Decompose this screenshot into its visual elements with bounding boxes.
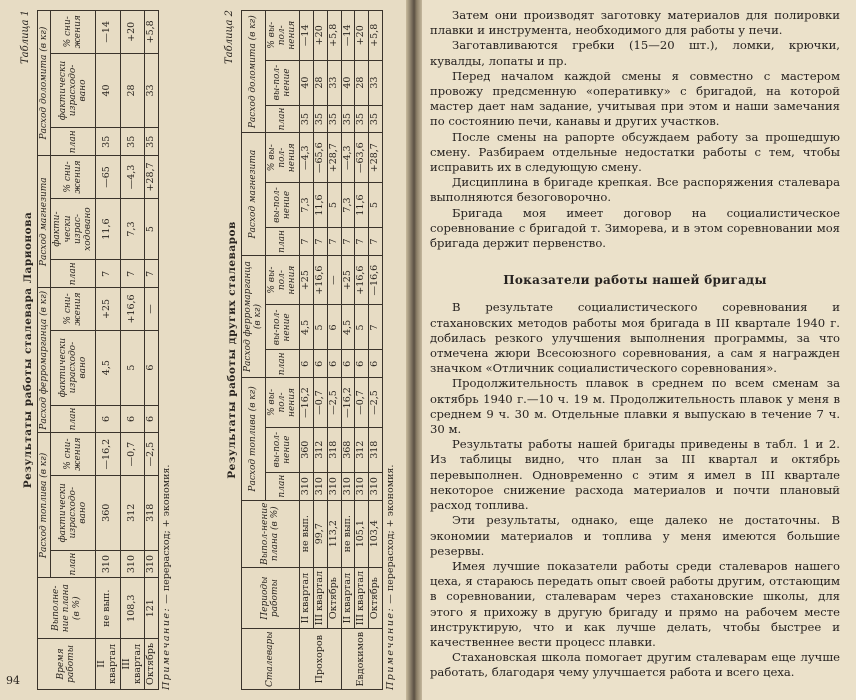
cell-fer-fact: 5: [120, 330, 145, 405]
cell-plan-pct: 99,7: [313, 500, 327, 567]
note-label: Примечание:: [161, 606, 173, 690]
cell-fuel-plan: 310: [369, 472, 383, 500]
paragraphs-bottom: [430, 300, 840, 680]
cell-fer-fact: 4,5: [341, 305, 355, 350]
col-dolo: Расход доломита (в кг): [38, 11, 51, 156]
cell-dol-plan: 35: [341, 105, 355, 133]
cell-dol-fact: 33: [145, 53, 159, 128]
cell-fer-plan: 6: [313, 350, 327, 378]
cell-fuel-plan: 310: [327, 472, 341, 500]
cell-dol-fact: 33: [369, 60, 383, 105]
cell-period: II квартал: [95, 638, 120, 689]
col-time: Время работы: [38, 638, 96, 689]
sub-fact: вы-пол-нение: [265, 427, 299, 472]
cell-dol-fact: 28: [313, 60, 327, 105]
cell-plan-pct: 103,4: [369, 500, 383, 567]
cell-fer-pct: +25: [341, 255, 355, 305]
col-magn: Расход магнезита: [38, 156, 51, 288]
paragraph: Стахановская школа помогает другим сталеварам еще лучше работать, благодаря чему улучшается работа и всего цеха.: [430, 650, 840, 680]
sub-fact: фактически израсходо-вано: [51, 53, 95, 128]
col-magn: Расход магнезита: [242, 133, 266, 255]
paragraph: Продолжительность плавок в среднем по всем сменам за октябрь 1940 г.—10 ч. 19 м. Продолжительность плавок у меня в среднем 9 ч. 30 м. Отдельные плавки я выпускаю в течение 7 ч. 30 м.: [430, 376, 840, 437]
cell-dol-plan: 35: [327, 105, 341, 133]
col-plan-pct: Выполне-ние плана (в %): [38, 578, 96, 638]
sub-plan: план: [51, 550, 95, 578]
cell-dol-plan: 35: [299, 105, 313, 133]
col-ferro: Расход ферромарганца (в кг): [242, 255, 266, 377]
sub-fact: вы-пол-нение: [265, 182, 299, 227]
cell-period: II квартал: [341, 567, 355, 629]
cell-mag-plan: 7: [369, 228, 383, 256]
cell-plan-pct: не вып.: [341, 500, 355, 567]
cell-mag-fact: 11,6: [313, 182, 327, 227]
cell-period: III квартал: [313, 567, 327, 629]
col-fuel: Расход топлива (в кг): [38, 433, 51, 578]
table-2: [241, 10, 383, 690]
table-row: [327, 11, 341, 690]
cell-fuel-pct: —2,5: [369, 378, 383, 427]
table-2-block: [212, 10, 397, 690]
cell-fuel-plan: 310: [313, 472, 327, 500]
cell-fer-plan: 6: [95, 405, 120, 433]
sub-fact: фактически израсходо-вано: [51, 475, 95, 550]
sub-fact: вы-пол-нение: [265, 60, 299, 105]
body-text: [430, 8, 840, 700]
table-1-note: [162, 10, 173, 690]
paragraph: Имея лучшие показатели работы среди сталеваров нашего цеха, я стараюсь передать опыт своей работы другим, отстающим в соревновании, сталеварам через стахановские школы, для этого я прихожу в другую бригаду и прямо на рабочем месте инструктирую, что и как лучше делать, чтобы быстрее и качественнее вести процесс плавки.: [430, 558, 840, 649]
table-2-title: Результаты работы других сталеваров: [226, 221, 238, 479]
cell-period: III квартал: [120, 638, 145, 689]
col-steelmaker: Сталевары: [242, 629, 300, 690]
cell-fuel-fact: 368: [341, 427, 355, 472]
cell-mag-plan: 7: [120, 260, 145, 288]
cell-fer-fact: 4,5: [95, 330, 120, 405]
cell-period: III квартал: [355, 567, 369, 629]
col-ferro: Расход ферромарганца (в кг): [38, 288, 51, 433]
paragraph: В результате социалистического соревнования и стахановских методов работы моя бригада в III квартале 1940 г. добилась резкого улучшения выполнения программы, за что отмечена жюри Всесоюзного соревнования, а сам я награжден значком «Отличник социалистического соревнования».: [430, 300, 840, 376]
cell-dol-fact: 40: [341, 60, 355, 105]
table-1-title: Результаты работы сталевара Ларионова: [22, 211, 34, 489]
paragraph: Эти результаты, однако, еще далеко не достаточны. В экономии материалов и топлива у меня имеются большие резервы.: [430, 513, 840, 558]
cell-fuel-plan: 310: [120, 550, 145, 578]
cell-mag-fact: 7,3: [120, 198, 145, 260]
cell-fuel-pct: —0,7: [313, 378, 327, 427]
cell-fer-fact: 4,5: [299, 305, 313, 350]
cell-fuel-plan: 310: [145, 550, 159, 578]
cell-dol-fact: 28: [120, 53, 145, 128]
cell-mag-pct: —65: [95, 156, 120, 199]
cell-mag-fact: 11,6: [95, 198, 120, 260]
sub-pct: % вы-пол-нения: [265, 378, 299, 427]
cell-fer-pct: —: [327, 255, 341, 305]
cell-dol-pct: +20: [120, 11, 145, 54]
cell-dol-plan: 35: [145, 128, 159, 156]
cell-fer-fact: 6: [145, 330, 159, 405]
cell-fuel-plan: 310: [341, 472, 355, 500]
table-row: [120, 11, 145, 690]
sub-plan: план: [51, 128, 95, 156]
cell-fer-fact: 7: [369, 305, 383, 350]
cell-dol-pct: —14: [299, 11, 313, 61]
cell-dol-pct: +5,8: [145, 11, 159, 54]
cell-fer-plan: 6: [299, 350, 313, 378]
cell-fuel-plan: 310: [299, 472, 313, 500]
cell-mag-pct: +28,7: [145, 156, 159, 199]
cell-plan-pct: 105,1: [355, 500, 369, 567]
note-text: — перерасход; + экономия.: [161, 464, 173, 604]
sub-fact: фактически израсходо-вано: [51, 330, 95, 405]
cell-fuel-fact: 318: [145, 475, 159, 550]
sub-plan: план: [265, 228, 299, 256]
cell-fer-fact: 5: [355, 305, 369, 350]
cell-mag-fact: 11,6: [355, 182, 369, 227]
cell-dol-pct: +20: [355, 11, 369, 61]
cell-dol-plan: 35: [120, 128, 145, 156]
cell-fer-fact: 6: [327, 305, 341, 350]
cell-fer-plan: 6: [145, 405, 159, 433]
cell-mag-pct: —4,3: [341, 133, 355, 183]
table-1-body: [95, 11, 159, 690]
col-fuel: Расход топлива (в кг): [242, 378, 266, 500]
cell-fer-pct: +16,6: [355, 255, 369, 305]
cell-fuel-fact: 360: [95, 475, 120, 550]
page-number: 94: [6, 674, 20, 687]
sub-fact: вы-пол-нение: [265, 305, 299, 350]
cell-dol-pct: —14: [95, 11, 120, 54]
table-row: [145, 11, 159, 690]
paragraph: Перед началом каждой смены я совместно с мастером провожу предсменную «оперативку» с бригадой, на которой мастер дает нам задание, учитывая при этом и наши замечания по состоянию печи, канавы и других участков.: [430, 68, 840, 129]
cell-mag-fact: 5: [327, 182, 341, 227]
cell-fuel-plan: 310: [95, 550, 120, 578]
right-page: [422, 0, 856, 700]
col-periods: Периоды работы: [242, 567, 300, 629]
table-row: [341, 11, 355, 690]
cell-mag-pct: —4,3: [299, 133, 313, 183]
section-heading: Показатели работы нашей бригады: [503, 273, 767, 288]
cell-fuel-pct: —0,7: [355, 378, 369, 427]
cell-fer-plan: 6: [369, 350, 383, 378]
cell-dol-pct: +5,8: [369, 11, 383, 61]
cell-fuel-pct: —16,2: [299, 378, 313, 427]
cell-fuel-pct: —2,5: [327, 378, 341, 427]
table-2-label: Таблица 2: [224, 10, 235, 65]
cell-fer-pct: +25: [95, 288, 120, 331]
sub-pct: % вы-пол-нения: [265, 255, 299, 305]
col-dolo: Расход доломита (в кг): [242, 11, 266, 133]
sub-pct: % сни-жения: [51, 11, 95, 54]
cell-fuel-plan: 310: [355, 472, 369, 500]
table-2-body: [299, 11, 383, 690]
cell-fer-pct: +16,6: [120, 288, 145, 331]
sub-pct: % вы-пол-нения: [265, 133, 299, 183]
paragraph: Бригада моя имеет договор на социалистическое соревнование с бригадой т. Зиморева, и в этом соревновании моя бригада держит первенство.: [430, 205, 840, 251]
table-row: [313, 11, 327, 690]
sub-plan: план: [51, 260, 95, 288]
table-row: [369, 11, 383, 690]
cell-fuel-fact: 318: [369, 427, 383, 472]
cell-fer-pct: —: [145, 288, 159, 331]
cell-fuel-fact: 318: [327, 427, 341, 472]
cell-fuel-fact: 312: [120, 475, 145, 550]
paragraphs-top: [430, 8, 840, 251]
cell-fuel-pct: —16,2: [95, 433, 120, 476]
cell-fer-plan: 6: [120, 405, 145, 433]
cell-fer-pct: —16,6: [369, 255, 383, 305]
cell-dol-fact: 40: [95, 53, 120, 128]
cell-fuel-fact: 312: [313, 427, 327, 472]
cell-period: II квартал: [299, 567, 313, 629]
cell-plan-pct: не вып.: [299, 500, 313, 567]
cell-mag-pct: —63,6: [355, 133, 369, 183]
cell-period: Октябрь: [327, 567, 341, 629]
cell-mag-fact: 7,3: [341, 182, 355, 227]
cell-steelmaker: Евдокимов: [341, 629, 383, 690]
sub-plan: план: [265, 472, 299, 500]
paragraph: После смены на рапорте обсуждаем работу за прошедшую смену. Разбираем отдельные недостатки работы с тем, чтобы исправить их в следующую смену.: [430, 129, 840, 175]
cell-dol-plan: 35: [313, 105, 327, 133]
cell-fuel-pct: —16,2: [341, 378, 355, 427]
table-1-label: Таблица 1: [20, 10, 31, 65]
cell-fuel-fact: 360: [299, 427, 313, 472]
cell-plan-pct: 108,3: [120, 578, 145, 638]
cell-mag-pct: +28,7: [327, 133, 341, 183]
cell-mag-fact: 5: [369, 182, 383, 227]
sub-pct: % сни-жения: [51, 288, 95, 331]
cell-mag-plan: 7: [327, 228, 341, 256]
cell-period: Октябрь: [369, 567, 383, 629]
cell-mag-plan: 7: [313, 228, 327, 256]
cell-mag-plan: 7: [299, 228, 313, 256]
cell-period: Октябрь: [145, 638, 159, 689]
cell-dol-pct: +20: [313, 11, 327, 61]
cell-plan-pct: не вып.: [95, 578, 120, 638]
paragraph: Заготавливаются гребки (15—20 шт.), ломки, крючки, кувалды, лопаты и пр.: [430, 38, 840, 68]
cell-mag-fact: 7,3: [299, 182, 313, 227]
cell-mag-pct: —4,3: [120, 156, 145, 199]
cell-dol-pct: —14: [341, 11, 355, 61]
cell-plan-pct: 121: [145, 578, 159, 638]
cell-fuel-pct: —0,7: [120, 433, 145, 476]
cell-dol-fact: 40: [299, 60, 313, 105]
cell-steelmaker: Прохоров: [299, 629, 341, 690]
col-plan-pct: Выпол-нение плана (в %): [242, 500, 300, 567]
table-1-block: [8, 10, 173, 690]
cell-dol-plan: 35: [355, 105, 369, 133]
left-page: [0, 0, 408, 700]
cell-dol-pct: +5,8: [327, 11, 341, 61]
cell-fer-plan: 6: [327, 350, 341, 378]
cell-fer-pct: +16,6: [313, 255, 327, 305]
cell-dol-plan: 35: [95, 128, 120, 156]
cell-fer-pct: +25: [299, 255, 313, 305]
table-row: [299, 11, 313, 690]
table-1: [37, 10, 159, 690]
cell-mag-pct: —65,6: [313, 133, 327, 183]
sub-plan: план: [51, 405, 95, 433]
paragraph: Результаты работы нашей бригады приведены в табл. 1 и 2. Из таблицы видно, что план за III квартал и октябрь перевыполнен. Одновременно с этим я имел в III квартале некоторое снижение расхода материалов и почти плановый расход топлива.: [430, 437, 840, 513]
sub-plan: план: [265, 105, 299, 133]
table-row: [355, 11, 369, 690]
cell-fer-fact: 5: [313, 305, 327, 350]
cell-fuel-pct: —2,5: [145, 433, 159, 476]
cell-mag-plan: 7: [95, 260, 120, 288]
cell-mag-plan: 7: [355, 228, 369, 256]
cell-dol-plan: 35: [369, 105, 383, 133]
cell-mag-plan: 7: [341, 228, 355, 256]
note-text: — перерасход; + экономия.: [385, 464, 397, 604]
sub-pct: % сни-жения: [51, 433, 95, 476]
cell-mag-plan: 7: [145, 260, 159, 288]
cell-fer-plan: 6: [355, 350, 369, 378]
cell-mag-fact: 5: [145, 198, 159, 260]
cell-dol-fact: 33: [327, 60, 341, 105]
paragraph: Дисциплина в бригаде крепкая. Все распоряжения сталевара выполняются безоговорочно.: [430, 175, 840, 205]
cell-fuel-fact: 312: [355, 427, 369, 472]
cell-plan-pct: 113,2: [327, 500, 341, 567]
cell-dol-fact: 28: [355, 60, 369, 105]
sub-plan: план: [265, 350, 299, 378]
sub-pct: % сни-жения: [51, 156, 95, 199]
sub-pct: % вы-пол-нения: [265, 11, 299, 61]
table-2-note: [386, 10, 397, 690]
paragraph: Затем они производят заготовку материалов для полировки плавки и инструмента, необходимого для работы у печи.: [430, 8, 840, 38]
cell-fer-plan: 6: [341, 350, 355, 378]
table-row: [95, 11, 120, 690]
note-label: Примечание:: [385, 606, 397, 690]
cell-mag-pct: +28,7: [369, 133, 383, 183]
sub-fact: факти-чески израс-ходовано: [51, 198, 95, 260]
